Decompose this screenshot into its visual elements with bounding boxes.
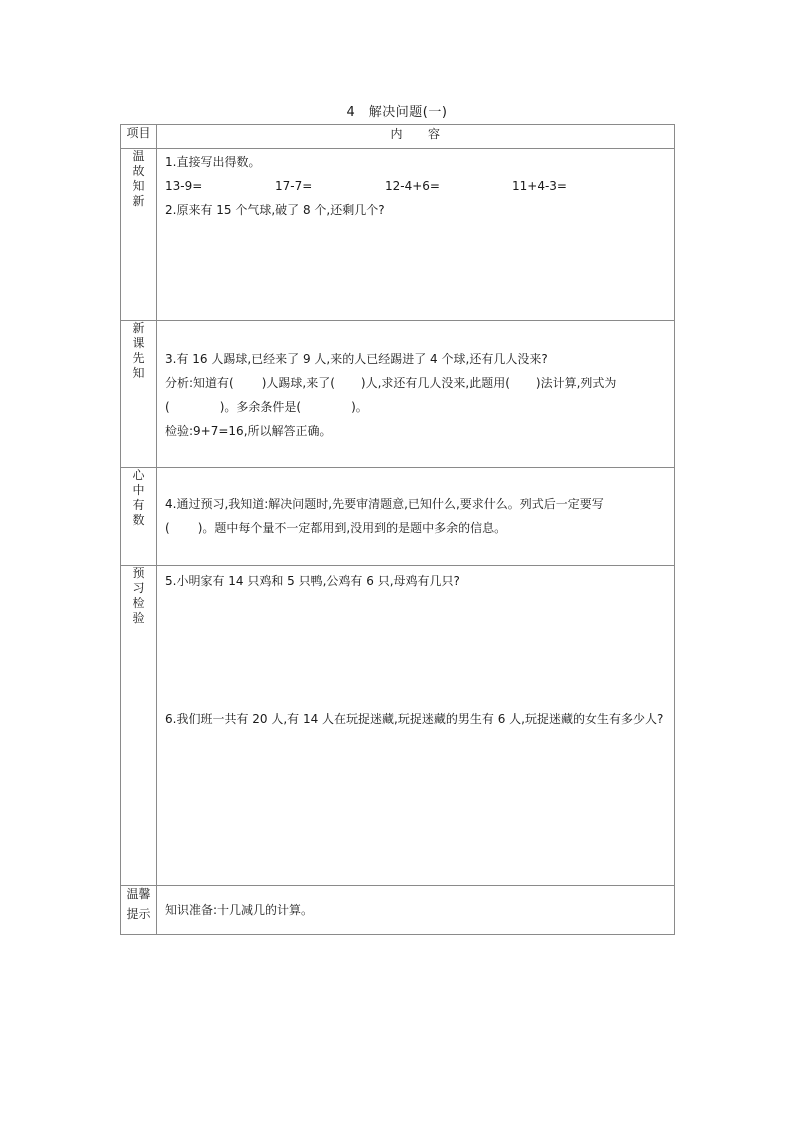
question-2: 2.原来有 15 个气球,破了 8 个,还剩几个? [165,203,385,217]
header-item: 项目 [121,125,157,149]
question-1: 1.直接写出得数。 [165,155,261,169]
content-review [157,149,675,321]
section-review [121,149,675,321]
calc-item: 12-4+6= [385,179,440,193]
calc-item: 17-7= [275,179,313,193]
question-5: 5.小明家有 14 只鸡和 5 只鸭,公鸡有 6 只,母鸡有几只? [165,574,460,588]
worksheet-table [120,124,675,935]
content-new [157,321,675,468]
content-tip [157,886,675,935]
check-line: 检验:9+7=16,所以解答正确。 [165,424,332,438]
section-preview [121,566,675,886]
analysis-line-2: ( )。多余条件是( )。 [165,400,368,414]
label-review: 温故知新 [121,149,157,321]
header-content: 内 容 [157,125,675,149]
question-4-line-2: ( )。题中每个量不一定都用到,没用到的是题中多余的信息。 [165,521,507,535]
section-new [121,321,675,468]
tip-text: 知识准备:十几减几的计算。 [165,903,314,917]
label-new: 新课先知 [121,321,157,468]
section-tip [121,886,675,935]
question-3: 3.有 16 人踢球,已经来了 9 人,来的人已经踢进了 4 个球,还有几人没来? [165,352,548,366]
calc-row [165,174,666,198]
label-mind: 心中有数 [121,468,157,566]
calc-item: 13-9= [165,179,203,193]
analysis-line-1: 分析:知道有( )人踢球,来了( )人,求还有几人没来,此题用( )法计算,列式为 [165,376,617,390]
question-4-line-1: 4.通过预习,我知道:解决问题时,先要审清题意,已知什么,要求什么。列式后一定要写 [165,497,604,511]
label-tip: 温馨 提示 [121,886,157,935]
table-header-row [121,125,675,149]
calc-item: 11+4-3= [512,179,567,193]
label-preview: 预习检验 [121,566,157,886]
question-6: 6.我们班一共有 20 人,有 14 人在玩捉迷藏,玩捉迷藏的男生有 6 人,玩捉迷藏的女生有多少人? [165,712,664,726]
page-title: 4 解决问题(一) [346,105,448,120]
section-mind [121,468,675,566]
content-mind [157,468,675,566]
content-preview [157,566,675,886]
